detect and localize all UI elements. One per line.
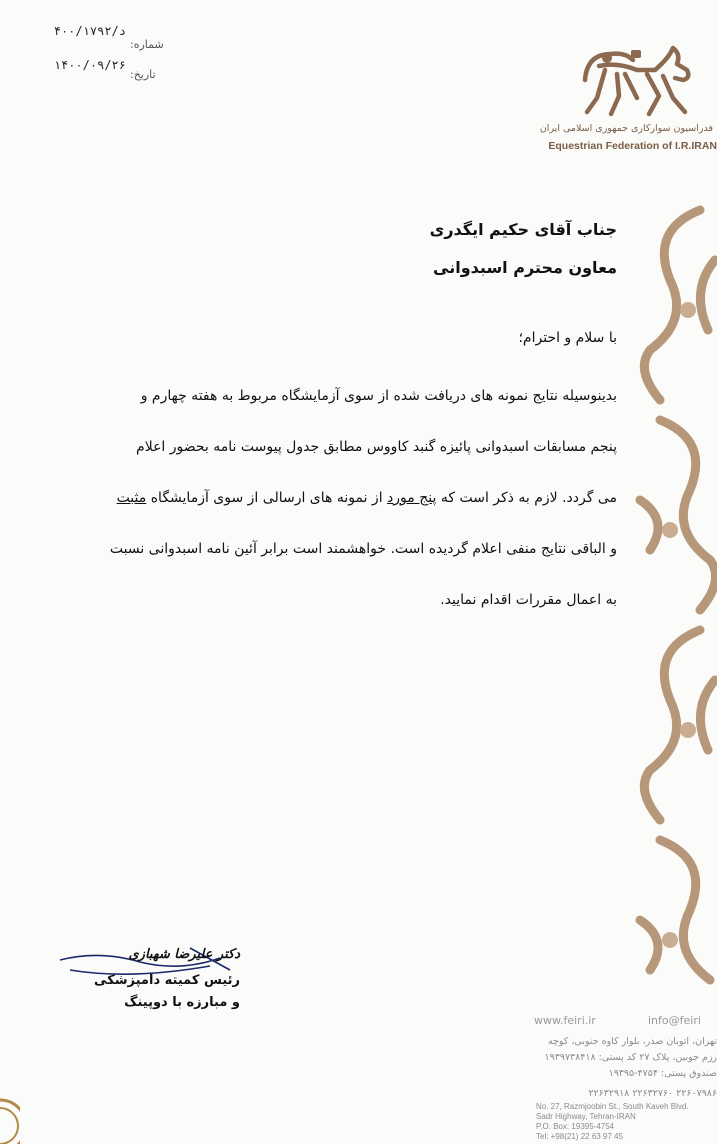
addressee-name: جناب آقای حکیم ایگدری [429,220,617,239]
address-fa: صندوق پستی: ۴۷۵۴-۱۹۳۹۵ [608,1068,717,1079]
email-link[interactable]: info@feiri [648,1014,701,1027]
signer-title-cont: و مبارزه با دوپینگ [124,995,240,1010]
underlined-count: پنج مورد [387,490,437,506]
address-en: Tel: +98(21) 22 63 97 45 [536,1132,623,1141]
federation-name-en: Equestrian Federation of I.R.IRAN [548,140,717,152]
signature-block [40,945,240,1015]
number-row [30,24,180,58]
address-fa: رزم جوبین، پلاک ۲۷ کد پستی: ۱۹۳۹۷۳۸۴۱۸ [544,1052,717,1063]
date-label: تاریخ: [130,68,156,81]
body-line: و الباقی نتایج منفی اعلام گردیده است. خواهشمند است برابر آئین نامه اسبدوانی نسبت [109,541,617,557]
contact-footer [530,1010,717,1144]
signer-title: رئیس کمیته دامپزشکی [94,973,240,988]
letter-body [17,384,617,639]
body-text-segment: می گردد. لازم به ذکر است که [436,490,617,506]
website-link[interactable]: www.feiri.ir [534,1014,596,1027]
addressee-title: معاون محترم اسبدوانی [433,258,617,277]
seal-stamp-icon [0,1096,20,1144]
body-text-segment: از نمونه های ارسالی از سوی آزمایشگاه [146,490,388,506]
greeting: با سلام و احترام؛ [518,330,617,346]
letter-date: ۱۴۰۰/۰۹/۲۶ [53,58,126,72]
address-en: No. 27, Razmjoobin St., South Kaveh Blvd. [536,1102,689,1111]
address-en: Sadr Highway, Tehran-IRAN [536,1112,636,1121]
address-en: P.O. Box: 19395-4754 [536,1122,615,1131]
number-label: شماره: [130,38,164,51]
federation-logo [532,40,717,160]
body-line [17,486,617,537]
phones-fa: ۲۲۶۰۷۹۸۶ ۲۲۶۳۲۷۶۰ ۲۲۶۳۲۹۱۸ [588,1088,717,1099]
body-line: بدینوسیله نتایج نمونه های دریافت شده از سوی آزمایشگاه مربوط به هفته چهارم و [140,388,617,404]
horse-emblem-icon [577,40,697,120]
letter-meta [30,24,180,92]
signer-name: دکتر علیرضا شهبازی [128,947,240,962]
address-fa: تهران، اتوبان صدر، بلوار کاوه جنوبی، کوچه [547,1036,717,1047]
date-row [30,58,180,92]
body-line: پنجم مسابقات اسبدوانی پائیزه گنبد کاووس مطابق جدول پیوست نامه بحضور اعلام [136,439,617,455]
federation-name-fa: فدراسیون سوارکاری جمهوری اسلامی ایران [539,123,713,134]
addressee-block [197,218,617,294]
underlined-result: مثبت [116,490,147,506]
letter-number: ۴۰۰/د/۱۷۹۲ [53,24,126,38]
ornament-border [630,200,717,1000]
body-line: به اعمال مقررات اقدام نمایید. [440,592,617,608]
